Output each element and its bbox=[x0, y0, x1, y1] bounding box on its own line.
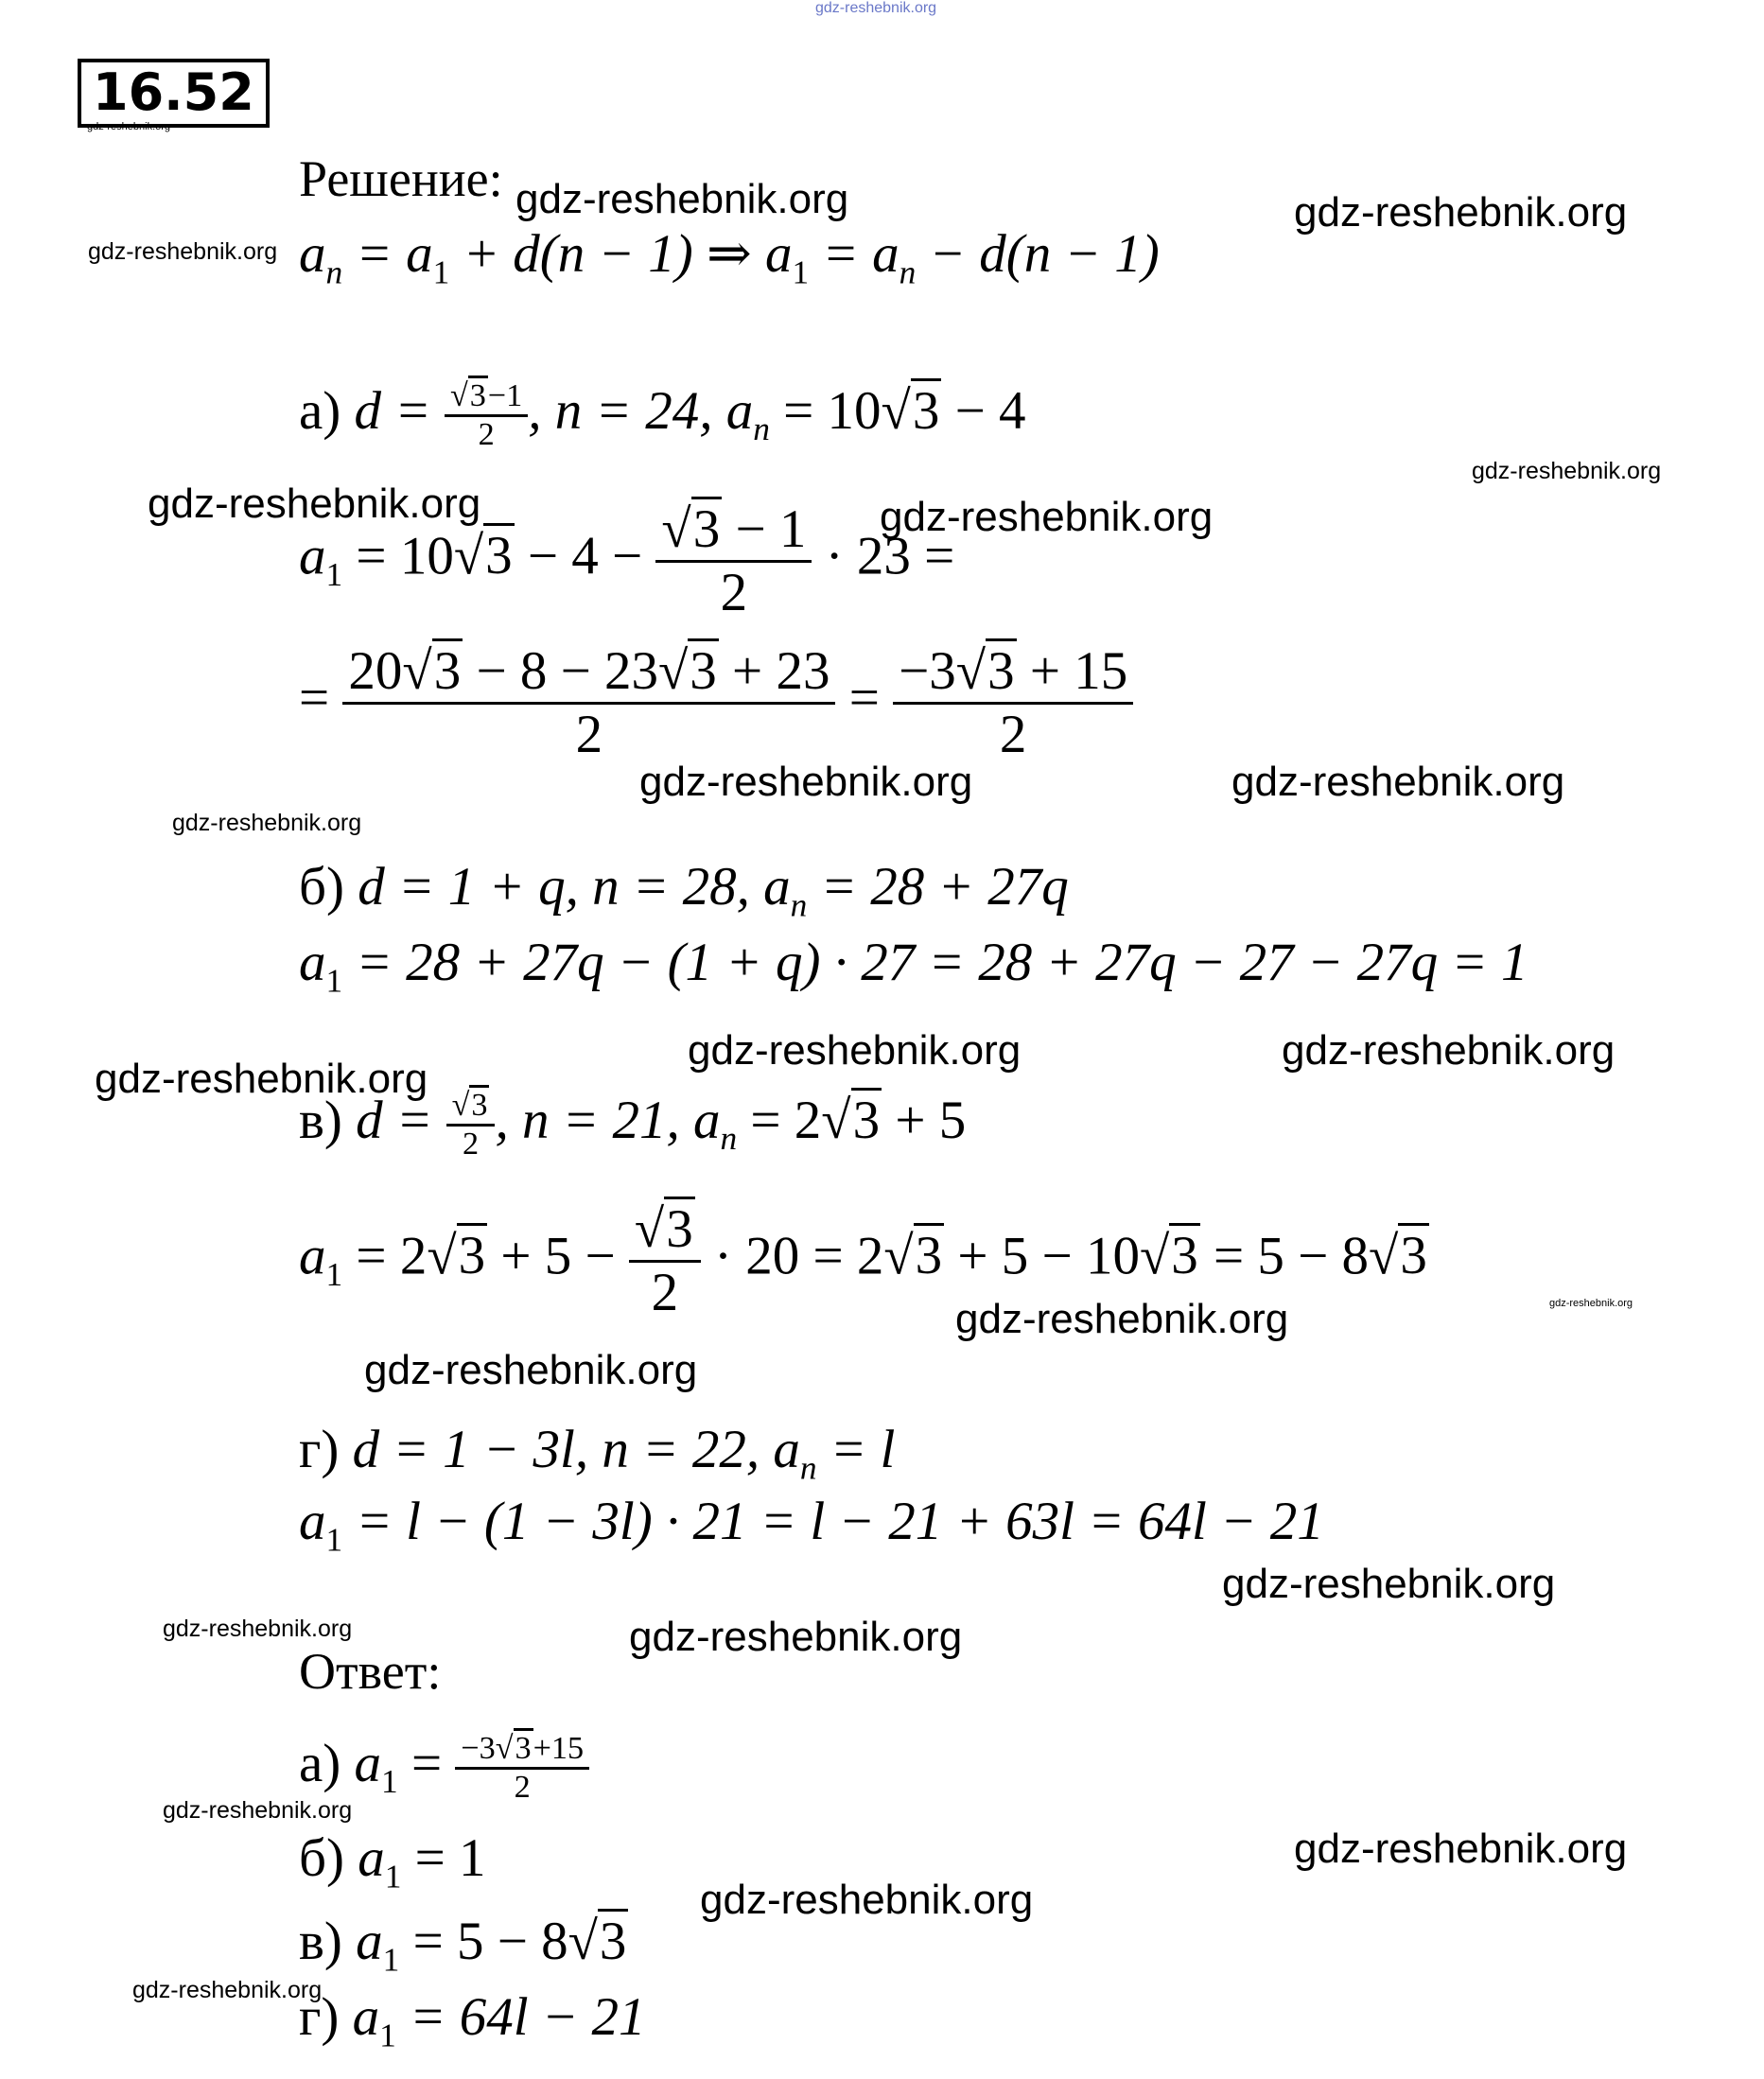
watermark: gdz-reshebnik.org bbox=[163, 1616, 353, 1642]
problem-number: 16.52 bbox=[78, 59, 270, 128]
answer-g: г) $a_1 = 64l - 21$ bbox=[299, 1987, 646, 2054]
solution-heading: Решение: bbox=[299, 150, 503, 207]
watermark: gdz-reshebnik.org bbox=[163, 1797, 353, 1824]
watermark: gdz-reshebnik.org bbox=[1282, 1027, 1616, 1074]
part-b-step1: $a_1 = 28 + 27q - (1 + q) \cdot 27 = 28 + 27q - 27 - 27q = 1$ bbox=[299, 933, 1528, 1000]
watermark: gdz-reshebnik.org bbox=[88, 238, 278, 265]
part-a-condition: а) d = $\frac{√3-1}{2}$ , n = 24, $a_n = 10√3 - 4$ bbox=[299, 378, 1025, 454]
watermark: gdz-reshebnik.org bbox=[629, 1614, 963, 1660]
watermark: gdz-reshebnik.org bbox=[955, 1296, 1289, 1342]
watermark: gdz-reshebnik.org bbox=[172, 810, 362, 836]
watermark: gdz-reshebnik.org bbox=[880, 494, 1214, 540]
answer-v: в) $a_1 = 5 - 8√3$ bbox=[299, 1911, 628, 1979]
part-a-step1: $a_1 = 10√3 - 4$ − $\frac{√3 - 1}{2}$ · 23 = bbox=[299, 499, 954, 623]
part-b-condition: б) d = 1 + q, n = 28, $a_n = 28 + 27q$ bbox=[299, 857, 1069, 924]
watermark: gdz-reshebnik.org bbox=[132, 1977, 323, 2003]
answer-b: б) $a_1 = 1$ bbox=[299, 1828, 486, 1896]
watermark-top: gdz-reshebnik.org bbox=[815, 0, 937, 16]
answer-heading: Ответ: bbox=[299, 1643, 442, 1700]
part-a-step2: = $\frac{20√3 - 8 - 23√3 + 23}{2}$ = $\frac{-3√3 + 15}{2}$ bbox=[299, 641, 1133, 765]
watermark: gdz-reshebnik.org bbox=[515, 176, 849, 222]
part-g-step1: $a_1 = l - (1 - 3l) \cdot 21 = l - 21 + 63l = 64l - 21$ bbox=[299, 1492, 1324, 1559]
watermark: gdz-reshebnik.org bbox=[364, 1347, 698, 1393]
watermark-small: gdz-reshebnik.org bbox=[87, 121, 171, 132]
part-v-step1: $a_1 = 2√3 + 5$ − $\frac{√3}{2}$ · 20 = 2√3 + 5 − 10√3 = 5 − 8√3 bbox=[299, 1199, 1429, 1323]
watermark: gdz-reshebnik.org bbox=[1294, 189, 1628, 236]
part-v-condition: в) d = $\frac{√3}{2}$ , n = 21, $a_n = 2√3 + 5$ bbox=[299, 1088, 966, 1163]
watermark: gdz-reshebnik.org bbox=[148, 480, 481, 527]
watermark: gdz-reshebnik.org bbox=[1472, 458, 1662, 484]
watermark: gdz-reshebnik.org bbox=[700, 1877, 1034, 1923]
watermark: gdz-reshebnik.org bbox=[95, 1056, 428, 1102]
general-formula: $a_n = a_1 + d(n - 1)$ ⇒ $a_1 = a_n - d(n - 1)$ bbox=[299, 224, 1160, 291]
watermark: gdz-reshebnik.org bbox=[1231, 759, 1565, 805]
watermark: gdz-reshebnik.org bbox=[1222, 1561, 1556, 1607]
answer-a: а) $a_1$ = $\frac{-3√3+15}{2}$ bbox=[299, 1731, 589, 1807]
part-g-condition: г) d = 1 − 3l, n = 22, $a_n = l$ bbox=[299, 1420, 896, 1487]
watermark: gdz-reshebnik.org bbox=[639, 759, 973, 805]
watermark: gdz-reshebnik.org bbox=[1294, 1826, 1628, 1872]
watermark: gdz-reshebnik.org bbox=[688, 1027, 1022, 1074]
watermark-small: gdz-reshebnik.org bbox=[1549, 1298, 1633, 1309]
